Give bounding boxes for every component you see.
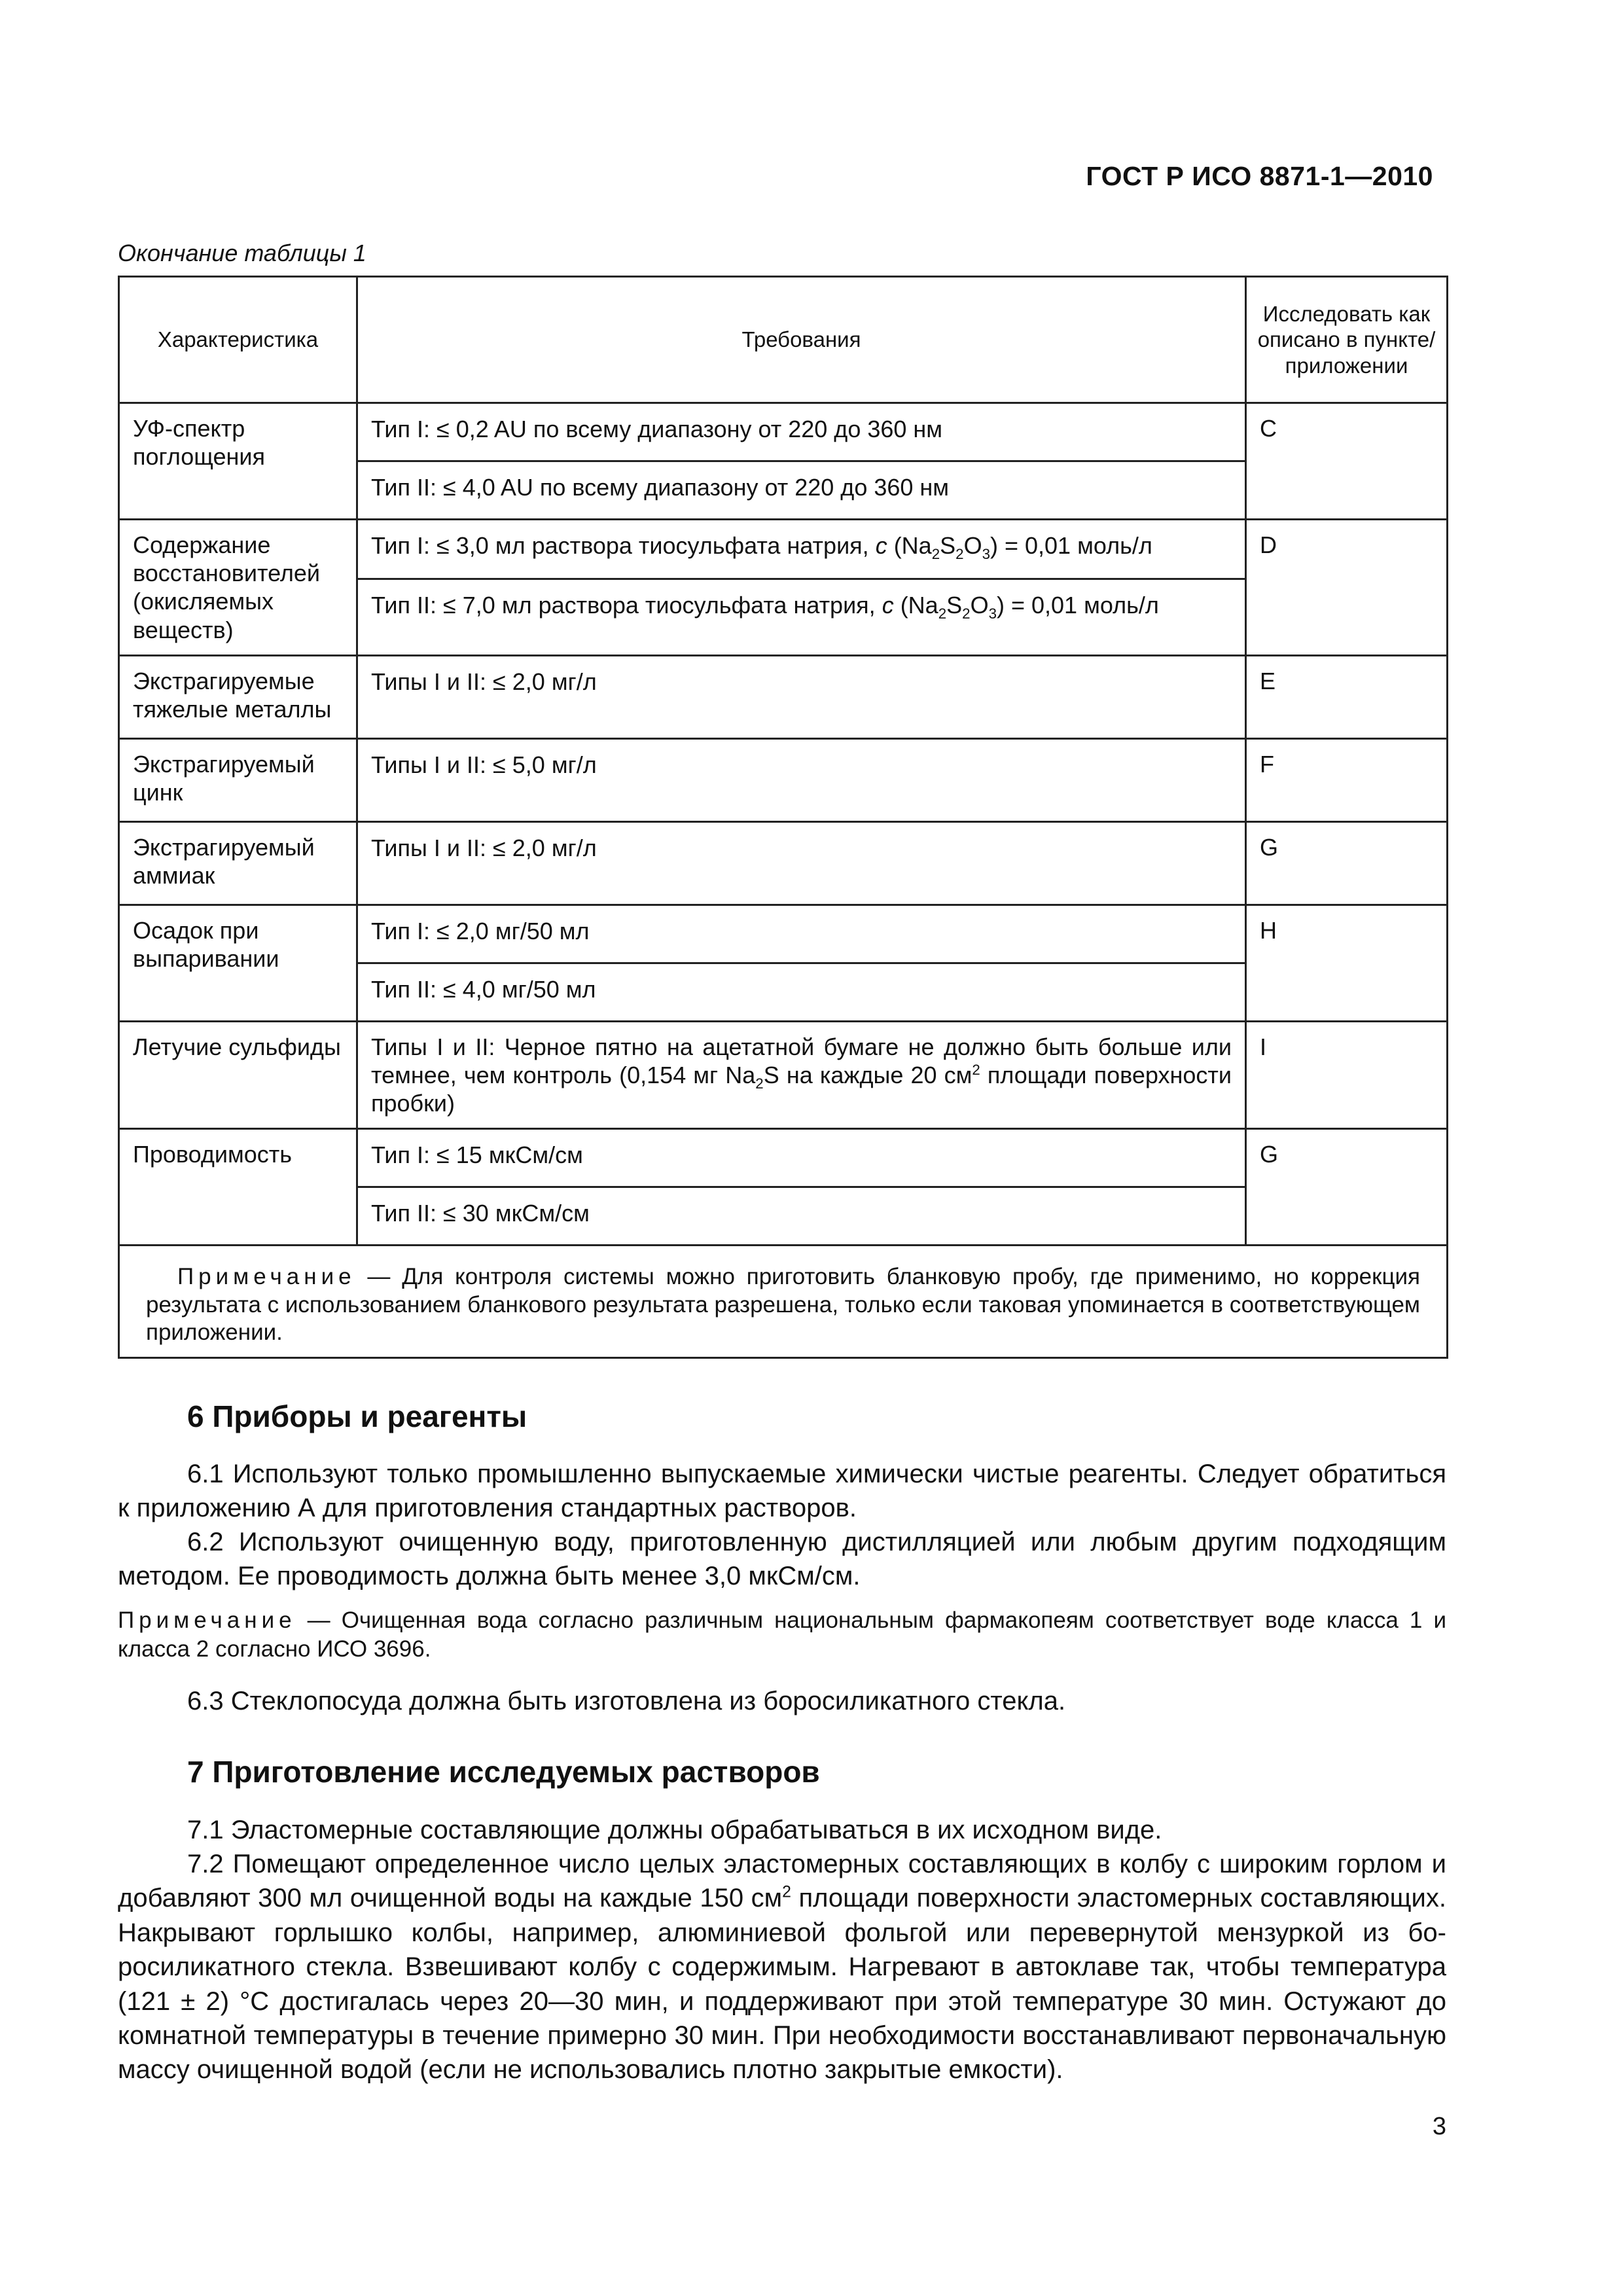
- table-caption: Окончание таблицы 1: [118, 240, 366, 266]
- table-note: [119, 1246, 1448, 1358]
- row-method-zinc: F: [1246, 738, 1448, 821]
- section-6-note-text: — Очищенная вода согласно различным национальным фармакопеям соответствует воде класса 1 и класса 2 согласно ИСО 3696.: [118, 1607, 1446, 1662]
- document-code-header: ГОСТ Р ИСО 8871-1—2010: [1086, 161, 1433, 191]
- row-method-ammonia: G: [1246, 821, 1448, 905]
- row-req-sulfides: Типы I и II: Черное пятно на ацетатной бумаге не должно быть больше или темнее, чем контроль (0,154 мг $Na_2S$ на каждые 20 $см^2$ площади поверхности пробки): [357, 1021, 1246, 1129]
- row-req-reducing-type2: Тип II: ≤ 7,0 мл раствора тиосульфата натрия, c $(Na_2S_2O_3) = 0,01$ моль/л: [357, 579, 1246, 655]
- row-name-conductivity: Проводимость: [119, 1129, 357, 1246]
- page-number: 3: [1432, 2113, 1446, 2140]
- table-row: [119, 520, 1448, 579]
- row-method-conductivity: G: [1246, 1129, 1448, 1246]
- row-req-conductivity-type2: Тип II: ≤ 30 мкСм/см: [357, 1187, 1246, 1246]
- table-row: [119, 1129, 1448, 1187]
- table-header-row: [119, 277, 1448, 403]
- row-name-reducing: Содержание восстановителей (окисляемых веществ): [119, 520, 357, 656]
- row-method-uv: C: [1246, 403, 1448, 520]
- header-characteristic: Характеристика: [119, 277, 357, 403]
- header-method: Исследовать как описано в пункте/ приложении: [1246, 277, 1448, 403]
- table-note-row: [119, 1246, 1448, 1358]
- section-6-note: [118, 1606, 1446, 1664]
- paragraph-6-2: 6.2 Используют очищенную воду, приготовленную дистилляцией или любым другим подходящим методом. Ее проводимость должна быть менее 3,0 мкСм/см.: [118, 1528, 1446, 1591]
- paragraph-7-2: 7.2 Помещают определенное число целых эластомерных составляющих в колбу с широким горлом и добавляют 300 мл очищенной воды на каждые 150 $см^2$ площади поверхности эластомерных составляющих. Накрывают горлышко колбы, например, алюминиевой фольгой или перевернутой мензуркой из боросиликатного стекла. Взвешивают колбу с содержимым. Нагревают в автоклаве так, чтобы температура (121 ± 2) °С достигалась через 20—30 мин, и поддерживают при этой температуре 30 мин. Остужают до комнатной температуры в течение примерно 30 мин. При необходимости восстанавливают первоначальную массу очищенной водой (если не использовались плотно закрытые емкости).: [118, 1850, 1446, 2085]
- requirements-table: [118, 276, 1448, 1359]
- table-row: [119, 821, 1448, 905]
- paragraph-6-1: 6.1 Используют только промышленно выпускаемые химически чистые реагенты. Следует обратиться к приложению А для приготовления стандартных растворов.: [118, 1460, 1446, 1523]
- row-method-residue: H: [1246, 905, 1448, 1021]
- table-note-label: Примечание: [177, 1264, 356, 1290]
- section-7-title: 7 Приготовление исследуемых растворов: [187, 1755, 820, 1789]
- section-6-title: 6 Приборы и реагенты: [187, 1399, 527, 1433]
- row-req-zinc: Типы I и II: ≤ 5,0 мг/л: [357, 738, 1246, 821]
- table-row: [119, 905, 1448, 963]
- section-6-note-label: Примечание: [118, 1607, 296, 1633]
- row-name-sulfides: Летучие сульфиды: [119, 1021, 357, 1129]
- row-req-conductivity-type1: Тип I: ≤ 15 мкСм/см: [357, 1129, 1246, 1187]
- row-name-zinc: Экстрагируемый цинк: [119, 738, 357, 821]
- row-req-ammonia: Типы I и II: ≤ 2,0 мг/л: [357, 821, 1246, 905]
- paragraph-7-1: 7.1 Эластомерные составляющие должны обрабатываться в их исходном виде.: [187, 1816, 1162, 1844]
- row-method-reducing: D: [1246, 520, 1448, 656]
- row-req-residue-type2: Тип II: ≤ 4,0 мг/50 мл: [357, 963, 1246, 1021]
- row-name-ammonia: Экстрагируемый аммиак: [119, 821, 357, 905]
- row-name-residue: Осадок при выпаривании: [119, 905, 357, 1021]
- row-name-metals: Экстрагируемые тяжелые металлы: [119, 655, 357, 738]
- row-req-residue-type1: Тип I: ≤ 2,0 мг/50 мл: [357, 905, 1246, 963]
- table-note-text: — Для контроля системы можно приготовить бланковую пробу, где применимо, но коррекция результата с использованием бланкового результата разрешена, только если таковая упоминается в соответствующем приложении.: [146, 1264, 1420, 1345]
- table-row: [119, 1021, 1448, 1129]
- row-name-uv: УФ-спектр поглощения: [119, 403, 357, 520]
- table-row: [119, 403, 1448, 461]
- table-row: [119, 655, 1448, 738]
- row-req-uv-type1: Тип I: ≤ 0,2 AU по всему диапазону от 220 до 360 нм: [357, 403, 1246, 461]
- row-req-metals: Типы I и II: ≤ 2,0 мг/л: [357, 655, 1246, 738]
- row-req-uv-type2: Тип II: ≤ 4,0 AU по всему диапазону от 220 до 360 нм: [357, 461, 1246, 520]
- row-method-metals: E: [1246, 655, 1448, 738]
- row-req-reducing-type1: Тип I: ≤ 3,0 мл раствора тиосульфата натрия, c $(Na_2S_2O_3) = 0,01$ моль/л: [357, 520, 1246, 579]
- table-row: [119, 738, 1448, 821]
- row-method-sulfides: I: [1246, 1021, 1448, 1129]
- paragraph-6-3: 6.3 Стеклопосуда должна быть изготовлена из боросиликатного стекла.: [187, 1687, 1066, 1715]
- header-requirements: Требования: [357, 277, 1246, 403]
